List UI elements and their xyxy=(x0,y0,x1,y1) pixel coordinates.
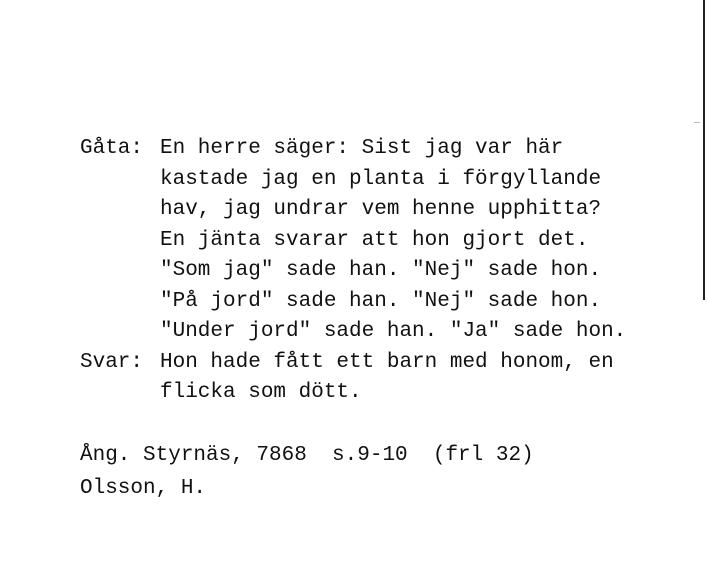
answer-label: Svar: xyxy=(80,350,144,374)
question-text xyxy=(160,134,626,348)
question-line: En herre säger: Sist jag var här xyxy=(160,137,564,160)
page-edge-line xyxy=(703,0,705,300)
page-edge-mark xyxy=(694,122,700,123)
question-line: kastade jag en planta i förgyllande xyxy=(160,167,602,191)
answer-line: Hon hade fått ett barn med honom, en xyxy=(160,350,614,374)
source-reference: Ång. Styrnäs, 7868 s.9-10 (frl 32) xyxy=(80,444,534,467)
answer-line: flicka som dött. xyxy=(160,381,362,404)
question-label: Gåta: xyxy=(80,137,144,160)
question-line: "På jord" sade han. "Nej" sade hon. xyxy=(160,289,602,313)
question-line: En jänta svarar att hon gjort det. xyxy=(160,228,589,252)
question-line: hav, jag undrar vem henne upphitta? xyxy=(160,198,602,221)
answer-text xyxy=(160,348,614,409)
informant-name: Olsson, H. xyxy=(80,477,207,500)
question-line: "Under jord" sade han. "Ja" sade hon. xyxy=(160,320,627,343)
riddle-answer xyxy=(80,348,626,409)
question-line: "Som jag" sade han. "Nej" sade hon. xyxy=(160,259,602,282)
riddle-block xyxy=(80,134,626,409)
riddle-question xyxy=(80,134,626,348)
source-footer xyxy=(80,439,534,505)
